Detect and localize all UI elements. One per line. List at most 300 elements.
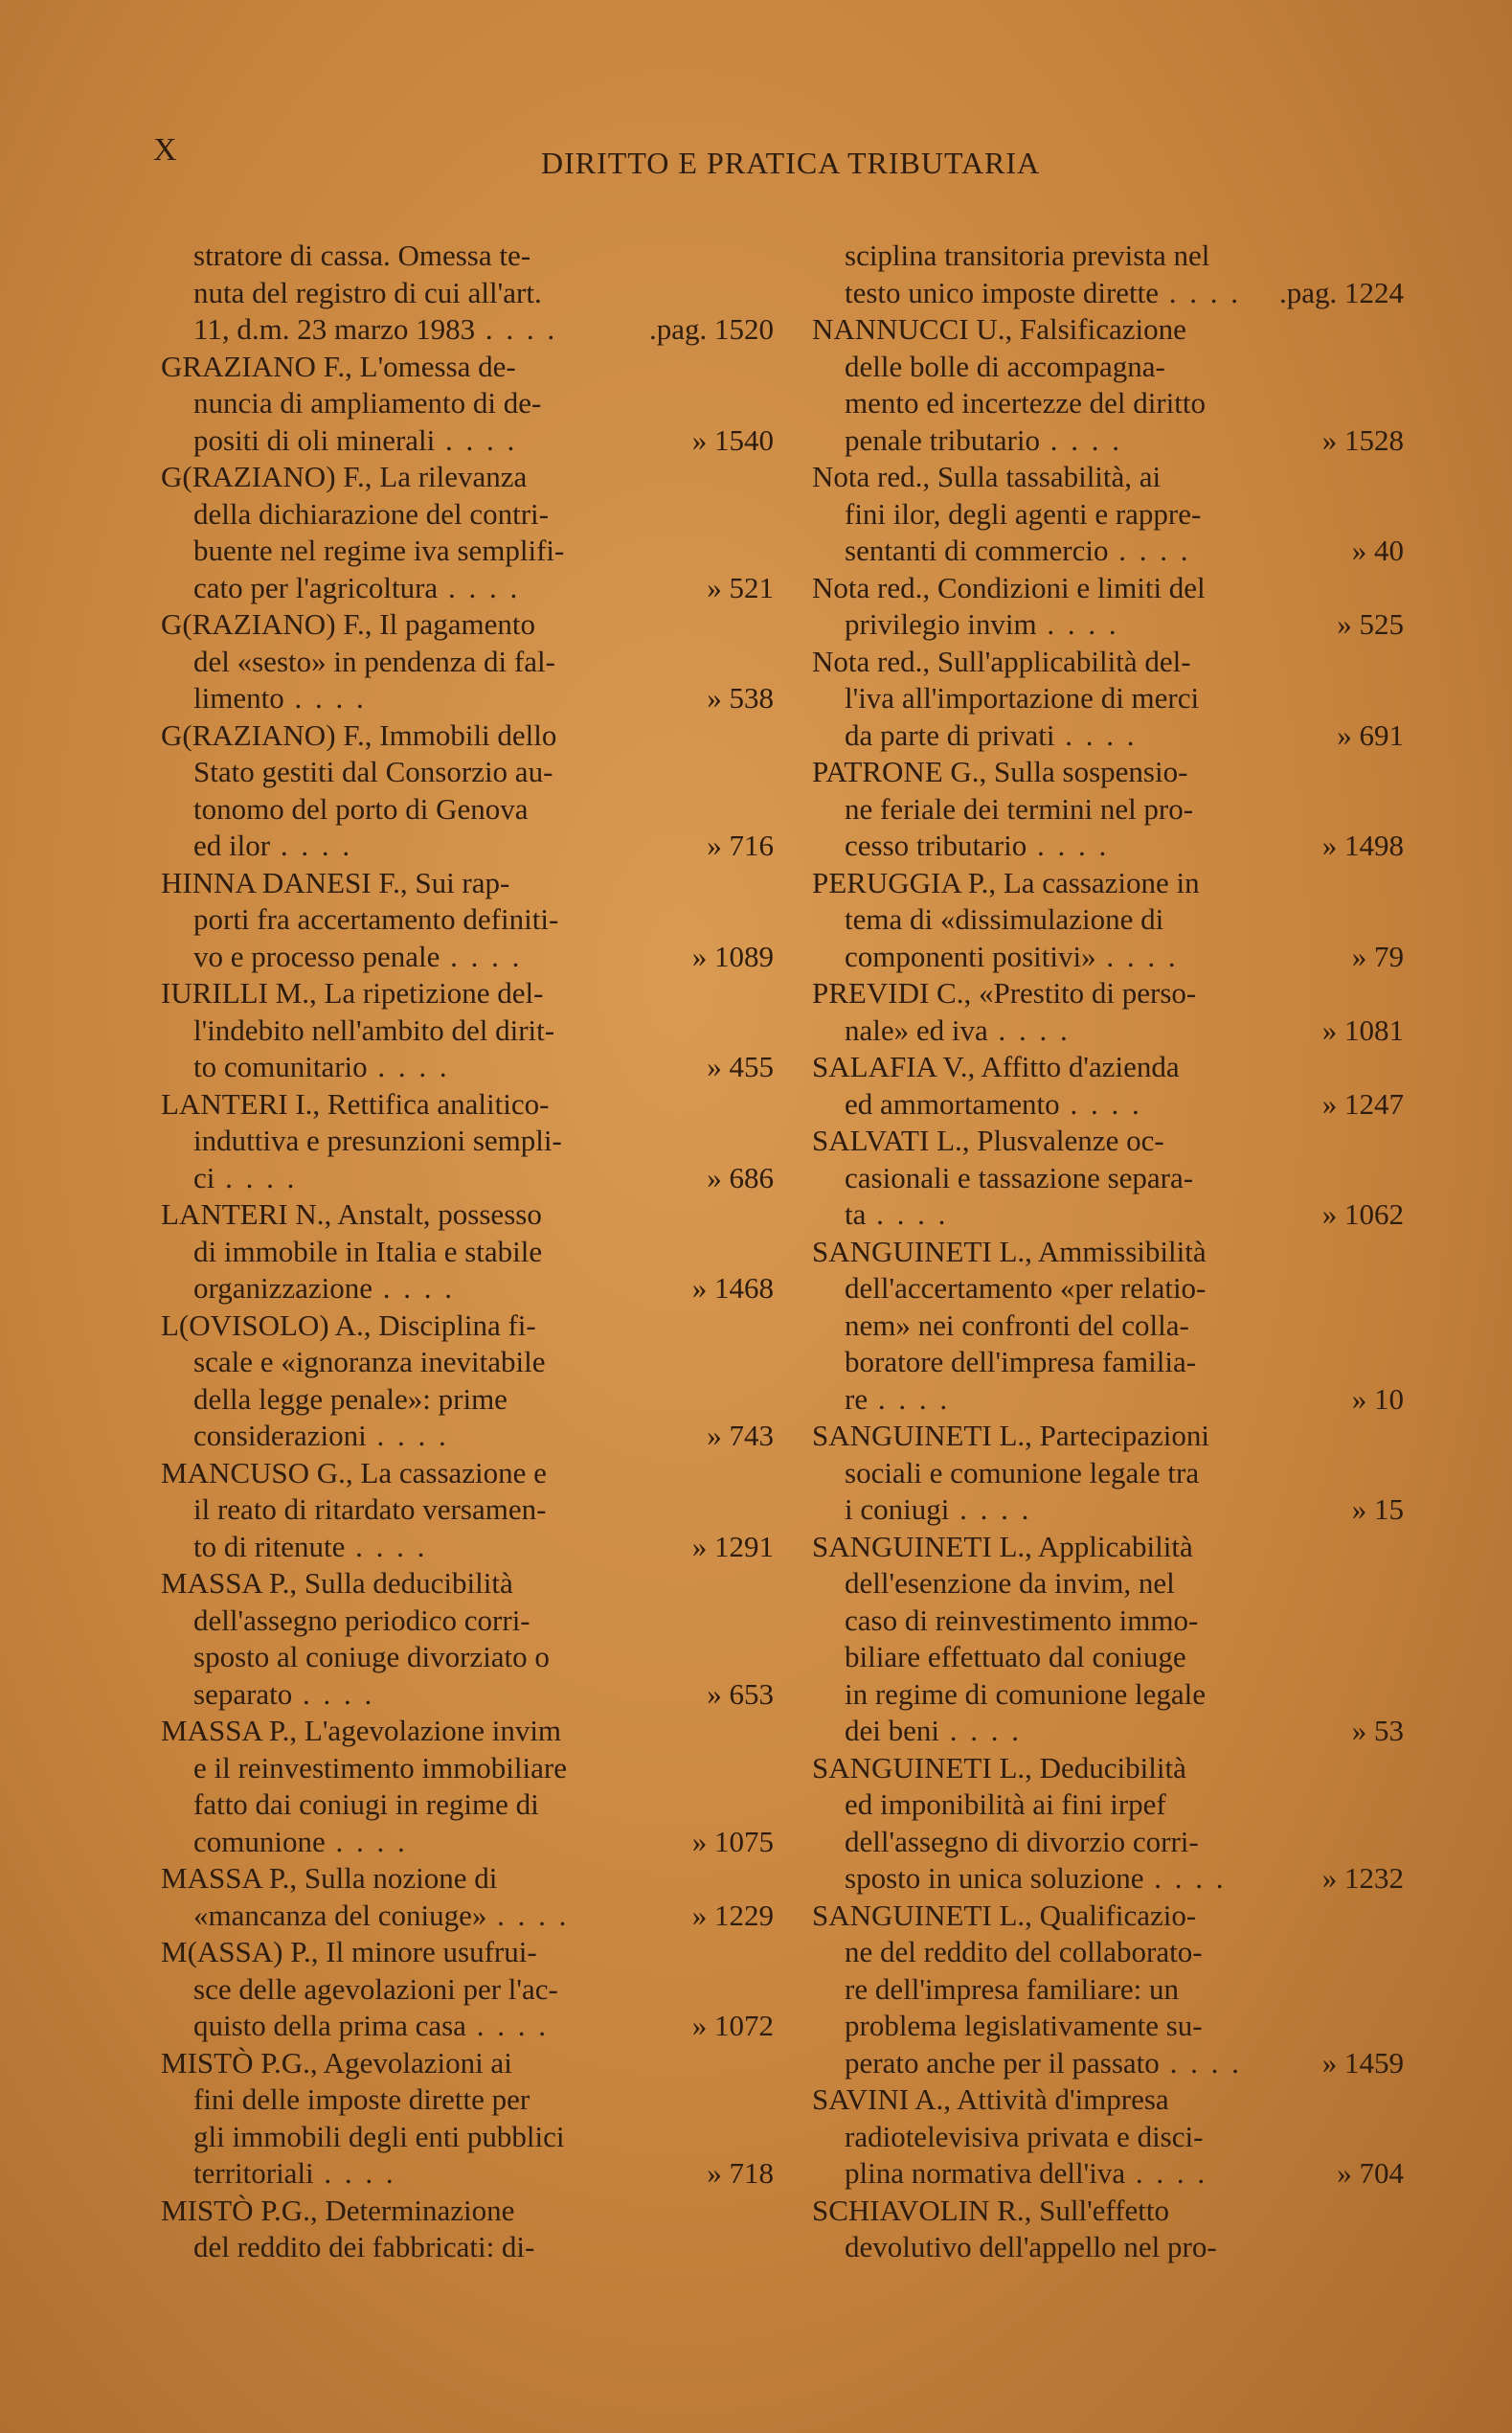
entry-text: tonomo del porto di Genova xyxy=(193,791,529,826)
entry-line xyxy=(812,570,1404,607)
index-entry xyxy=(812,644,1404,755)
entry-text: nale» ed iva xyxy=(845,1012,988,1047)
entry-line xyxy=(161,1455,774,1492)
entry-text: Nota red., Condizioni e limiti del xyxy=(812,570,1206,604)
entry-text: fini delle imposte dirette per xyxy=(193,2082,530,2116)
entry-text: il reato di ritardato versamen- xyxy=(193,1492,547,1526)
entry-text: MASSA P., Sulla deducibilità xyxy=(161,1566,513,1600)
entry-line xyxy=(812,1934,1404,1971)
entry-line xyxy=(812,717,1404,755)
entry-text: ne feriale dei termini nel pro- xyxy=(845,791,1194,826)
page-reference: » 691 xyxy=(1337,717,1404,752)
page-reference: » 455 xyxy=(707,1050,774,1083)
entry-line xyxy=(161,1676,774,1714)
entry-line xyxy=(161,570,774,607)
entry-text: da parte di privati xyxy=(845,717,1055,752)
page-reference: » 521 xyxy=(707,570,774,604)
entry-line xyxy=(812,1307,1404,1345)
entry-text: dell'accertamento «per relatio- xyxy=(845,1271,1207,1305)
entry-text: nuncia di ampliamento di de- xyxy=(193,386,542,420)
entry-line xyxy=(161,2155,774,2193)
index-entry xyxy=(812,1750,1404,1898)
entry-line xyxy=(812,1860,1404,1898)
entry-text: «mancanza del coniuge» xyxy=(193,1898,487,1932)
dot-leader: . . . . xyxy=(345,1529,428,1563)
entry-text: componenti positivi» xyxy=(845,939,1096,973)
entry-line xyxy=(161,1123,774,1160)
entry-text: e il reinvestimento immobiliare xyxy=(193,1750,567,1785)
page-reference: » 538 xyxy=(707,681,774,715)
entry-line xyxy=(161,533,774,570)
entry-text: G(RAZIANO) F., La rilevanza xyxy=(161,460,528,493)
entry-line xyxy=(161,1086,774,1124)
entry-line xyxy=(161,1381,774,1419)
entry-line xyxy=(812,1971,1404,2009)
dot-leader: . . . . xyxy=(1054,717,1138,752)
dot-leader: . . . . xyxy=(1027,829,1110,862)
entry-text: SAVINI A., Attività d'impresa xyxy=(812,2082,1169,2116)
entry-line xyxy=(161,644,774,681)
entry-text: scale e «ignoranza inevitabile xyxy=(193,1345,546,1378)
entry-line xyxy=(161,901,774,939)
page-reference: » 1075 xyxy=(691,1824,774,1858)
entry-line xyxy=(812,1049,1404,1086)
entry-text: 11, d.m. 23 marzo 1983 xyxy=(193,312,476,346)
index-entry xyxy=(161,865,774,976)
entry-line xyxy=(812,1234,1404,1271)
dot-leader: . . . . xyxy=(292,1676,375,1711)
entry-text: SANGUINETI L., Deducibilità xyxy=(812,1750,1186,1785)
entry-line xyxy=(812,865,1404,902)
entry-text: comunione xyxy=(193,1824,326,1858)
entry-line xyxy=(161,865,774,902)
index-entry xyxy=(812,2193,1404,2266)
index-entry xyxy=(161,2045,774,2193)
entry-text: ed ilor xyxy=(193,829,271,862)
entry-text: ne del reddito del collaborato- xyxy=(845,1935,1203,1968)
entry-line xyxy=(812,2119,1404,2156)
entry-text: i coniugi xyxy=(845,1492,950,1526)
entry-line xyxy=(812,606,1404,644)
entry-line xyxy=(161,1971,774,2009)
entry-text: dei beni xyxy=(845,1714,939,1747)
entry-line xyxy=(812,2045,1404,2082)
entry-text: MISTÒ P.G., Determinazione xyxy=(161,2193,515,2227)
entry-text: NANNUCCI U., Falsificazione xyxy=(812,312,1186,346)
entry-text: MASSA P., L'agevolazione invim xyxy=(161,1714,562,1747)
entry-line xyxy=(161,606,774,644)
index-entry xyxy=(812,459,1404,570)
dot-leader: . . . . xyxy=(1059,1086,1142,1121)
entry-line xyxy=(161,1565,774,1603)
entry-line xyxy=(812,644,1404,681)
entry-line xyxy=(161,1344,774,1381)
dot-leader: . . . . xyxy=(435,422,518,457)
entry-text: SCHIAVOLIN R., Sull'effetto xyxy=(812,2193,1169,2227)
entry-text: sociali e comunione legale tra xyxy=(845,1455,1200,1489)
entry-text: G(RAZIANO) F., Immobili dello xyxy=(161,717,557,752)
entry-line xyxy=(161,1934,774,1971)
entry-text: organizzazione xyxy=(193,1271,373,1305)
entry-line xyxy=(161,1196,774,1234)
entry-text: cesso tributario xyxy=(845,829,1027,862)
page-reference: » 686 xyxy=(707,1160,774,1194)
entry-text: del «sesto» in pendenza di fal- xyxy=(193,644,555,678)
entry-line xyxy=(812,1012,1404,1050)
entry-text: SALAFIA V., Affitto d'azienda xyxy=(812,1050,1180,1083)
entry-text: GRAZIANO F., L'omessa de- xyxy=(161,349,516,383)
entry-line xyxy=(161,1603,774,1640)
entry-text: del reddito dei fabbricati: di- xyxy=(193,2230,535,2263)
entry-text: problema legislativamente su- xyxy=(845,2009,1203,2042)
entry-text: caso di reinvestimento immo- xyxy=(845,1603,1199,1637)
dot-leader: . . . . xyxy=(366,1419,449,1452)
entry-text: LANTERI I., Rettifica analitico- xyxy=(161,1086,550,1121)
entry-line xyxy=(161,275,774,312)
index-entry xyxy=(812,1898,1404,2082)
entry-text: plina normativa dell'iva xyxy=(845,2156,1126,2190)
entry-line xyxy=(161,385,774,422)
entry-text: LANTERI N., Anstalt, possesso xyxy=(161,1197,542,1231)
entry-line xyxy=(161,238,774,275)
entry-text: vo e processo penale xyxy=(193,939,440,973)
entry-text: Stato gestiti dal Consorzio au- xyxy=(193,755,553,788)
index-entry xyxy=(161,717,774,865)
page-reference: » 1081 xyxy=(1321,1012,1404,1047)
dot-leader: . . . . xyxy=(939,1714,1022,1747)
entry-text: privilegio invim xyxy=(845,607,1037,641)
entry-text: penale tributario xyxy=(845,422,1040,457)
dot-leader: . . . . xyxy=(367,1050,450,1083)
index-column-right xyxy=(812,238,1404,2266)
page-reference: » 1229 xyxy=(691,1898,774,1932)
entry-line xyxy=(812,1824,1404,1861)
entry-line xyxy=(812,311,1404,349)
entry-line xyxy=(812,754,1404,791)
entry-text: sce delle agevolazioni per l'ac- xyxy=(193,1971,558,2006)
entry-line xyxy=(161,1049,774,1086)
index-entry xyxy=(812,2081,1404,2193)
entry-line xyxy=(812,2229,1404,2266)
entry-text: mento ed incertezze del diritto xyxy=(845,386,1206,420)
page-reference: » 1528 xyxy=(1321,422,1404,457)
entry-line xyxy=(161,1713,774,1750)
entry-line xyxy=(161,1012,774,1050)
dot-leader: . . . . xyxy=(475,312,558,346)
dot-leader: . . . . xyxy=(438,570,521,604)
entry-line xyxy=(812,1603,1404,1640)
entry-text: nem» nei confronti del colla- xyxy=(845,1307,1189,1342)
entry-line xyxy=(161,2119,774,2156)
entry-text: ed ammortamento xyxy=(845,1086,1060,1121)
dot-leader: . . . . xyxy=(1036,607,1119,641)
entry-text: fatto dai coniugi in regime di xyxy=(193,1787,539,1821)
entry-text: MISTÒ P.G., Agevolazioni ai xyxy=(161,2045,512,2080)
page-reference: » 704 xyxy=(1337,2156,1404,2190)
entry-text: separato xyxy=(193,1676,293,1711)
entry-text: induttiva e presunzioni sempli- xyxy=(193,1124,562,1157)
entry-line xyxy=(812,791,1404,829)
entry-line xyxy=(812,680,1404,717)
page-reference: » 1232 xyxy=(1321,1861,1404,1895)
entry-line xyxy=(161,1860,774,1898)
entry-line xyxy=(161,1639,774,1676)
entry-text: to di ritenute xyxy=(193,1529,346,1563)
entry-line xyxy=(161,791,774,829)
entry-line xyxy=(812,459,1404,496)
dot-leader: . . . . xyxy=(1125,2156,1208,2190)
entry-line xyxy=(161,496,774,534)
dot-leader: . . . . xyxy=(283,681,367,715)
entry-text: boratore dell'impresa familia- xyxy=(845,1345,1197,1378)
entry-text: nuta del registro di cui all'art. xyxy=(193,275,542,309)
entry-line xyxy=(161,2081,774,2119)
entry-line xyxy=(161,1786,774,1824)
page-reference: » 1062 xyxy=(1321,1197,1404,1231)
entry-text: ta xyxy=(845,1197,867,1231)
entry-text: to comunitario xyxy=(193,1050,368,1083)
page-reference: » 1459 xyxy=(1321,2045,1404,2080)
index-entry xyxy=(812,1529,1404,1750)
entry-text: sentanti di commercio xyxy=(845,534,1109,567)
entry-line xyxy=(812,496,1404,534)
dot-leader: . . . . xyxy=(214,1160,298,1194)
entry-line xyxy=(161,680,774,717)
page-reference: » 653 xyxy=(707,1676,774,1711)
page-reference: » 40 xyxy=(1351,534,1404,567)
entry-line xyxy=(812,2193,1404,2230)
dot-leader: . . . . xyxy=(313,2156,396,2190)
entry-text: MASSA P., Sulla nozione di xyxy=(161,1861,498,1895)
entry-text: MANCUSO G., La cassazione e xyxy=(161,1455,547,1489)
entry-text: porti fra accertamento definiti- xyxy=(193,902,559,936)
entry-line xyxy=(161,459,774,496)
entry-line xyxy=(812,2155,1404,2193)
entry-text: dell'esenzione da invim, nel xyxy=(845,1566,1175,1600)
entry-text: Nota red., Sulla tassabilità, ai xyxy=(812,460,1162,493)
entry-text: territoriali xyxy=(193,2156,314,2190)
index-entry xyxy=(812,238,1404,311)
entry-line xyxy=(161,311,774,349)
entry-text: l'iva all'importazione di merci xyxy=(845,681,1200,715)
entry-text: HINNA DANESI F., Sui rap- xyxy=(161,865,510,899)
entry-line xyxy=(161,422,774,460)
index-entry xyxy=(812,1234,1404,1419)
entry-line xyxy=(812,1713,1404,1750)
entry-line xyxy=(161,2229,774,2266)
entry-text: della legge penale»: prime xyxy=(193,1381,508,1416)
entry-text: ci xyxy=(193,1160,215,1194)
entry-text: biliare effettuato dal coniuge xyxy=(845,1640,1186,1673)
entry-line xyxy=(812,1898,1404,1935)
index-entry xyxy=(812,570,1404,644)
entry-line xyxy=(812,1381,1404,1419)
entry-line xyxy=(812,1676,1404,1714)
entry-line xyxy=(812,1565,1404,1603)
index-entry xyxy=(812,1123,1404,1234)
entry-text: della dichiarazione del contri- xyxy=(193,496,549,531)
entry-line xyxy=(161,975,774,1012)
entry-line xyxy=(812,349,1404,386)
entry-line xyxy=(812,939,1404,976)
dot-leader: . . . . xyxy=(465,2009,549,2042)
entry-text: dell'assegno periodico corri- xyxy=(193,1603,530,1637)
page-number: X xyxy=(153,132,177,168)
page-reference: .pag. 1224 xyxy=(1278,275,1404,309)
entry-text: dell'assegno di divorzio corri- xyxy=(845,1824,1199,1858)
dot-leader: . . . . xyxy=(372,1271,456,1305)
entry-line xyxy=(161,828,774,865)
dot-leader: . . . . xyxy=(949,1492,1032,1526)
page-reference: » 1089 xyxy=(691,939,774,973)
index-entry xyxy=(161,1196,774,1307)
page-reference: » 718 xyxy=(707,2156,774,2190)
index-entry xyxy=(161,606,774,717)
index-entry xyxy=(161,1455,774,1566)
entry-line xyxy=(812,1455,1404,1492)
entry-line xyxy=(812,533,1404,570)
entry-text: ed imponibilità ai fini irpef xyxy=(845,1787,1166,1821)
dot-leader: . . . . xyxy=(1159,275,1242,309)
page-reference: » 1072 xyxy=(691,2009,774,2042)
entry-line xyxy=(812,1196,1404,1234)
entry-line xyxy=(161,754,774,791)
entry-text: devolutivo dell'appello nel pro- xyxy=(845,2230,1217,2263)
entry-text: l'indebito nell'ambito del dirit- xyxy=(193,1012,555,1047)
entry-line xyxy=(812,1491,1404,1529)
entry-text: PREVIDI C., «Prestito di perso- xyxy=(812,976,1197,1010)
dot-leader: . . . . xyxy=(1040,422,1122,457)
dot-leader: . . . . xyxy=(868,1381,951,1416)
entry-line xyxy=(812,1750,1404,1787)
entry-line xyxy=(161,2008,774,2045)
entry-text: re dell'impresa familiare: un xyxy=(845,1971,1180,2006)
index-entry xyxy=(812,1418,1404,1529)
entry-text: delle bolle di accompagna- xyxy=(845,349,1165,383)
entry-line xyxy=(812,2008,1404,2045)
page-reference: » 1540 xyxy=(691,422,774,457)
entry-text: in regime di comunione legale xyxy=(845,1676,1207,1711)
dot-leader: . . . . xyxy=(1143,1861,1227,1895)
index-entry xyxy=(812,975,1404,1049)
entry-text: M(ASSA) P., Il minore usufrui- xyxy=(161,1935,537,1968)
entry-line xyxy=(812,275,1404,312)
entry-line xyxy=(812,1529,1404,1566)
entry-text: SANGUINETI L., Partecipazioni xyxy=(812,1419,1209,1452)
entry-line xyxy=(161,1529,774,1566)
entry-line xyxy=(812,901,1404,939)
entry-text: stratore di cassa. Omessa te- xyxy=(193,239,531,272)
entry-line xyxy=(812,1270,1404,1307)
entry-line xyxy=(161,1898,774,1935)
entry-line xyxy=(812,1086,1404,1124)
entry-line xyxy=(161,717,774,755)
entry-text: PATRONE G., Sulla sospensio- xyxy=(812,755,1188,788)
entry-text: casionali e tassazione separa- xyxy=(845,1160,1194,1194)
entry-text: di immobile in Italia e stabile xyxy=(193,1234,543,1268)
page-reference: » 10 xyxy=(1351,1381,1404,1416)
entry-text: gli immobili degli enti pubblici xyxy=(193,2119,565,2153)
entry-text: sciplina transitoria prevista nel xyxy=(845,239,1210,272)
dot-leader: . . . . xyxy=(486,1898,570,1932)
page-reference: » 716 xyxy=(707,829,774,862)
entry-text: testo unico imposte dirette xyxy=(845,275,1160,309)
entry-line xyxy=(161,1750,774,1787)
running-title: DIRITTO E PRATICA TRIBUTARIA xyxy=(541,146,1041,180)
entry-line xyxy=(812,385,1404,422)
entry-line xyxy=(161,1418,774,1455)
page-reference: » 525 xyxy=(1337,607,1404,641)
index-entry xyxy=(812,865,1404,976)
entry-text: perato anche per il passato xyxy=(845,2045,1160,2080)
entry-line xyxy=(812,238,1404,275)
entry-line xyxy=(161,2045,774,2082)
dot-leader: . . . . xyxy=(1159,2045,1242,2080)
dot-leader: . . . . xyxy=(1095,939,1179,973)
entry-text: quisto della prima casa xyxy=(193,2009,466,2042)
page-reference: » 1247 xyxy=(1321,1086,1404,1121)
entry-text: positi di oli minerali xyxy=(193,422,436,457)
page-reference: » 1291 xyxy=(691,1529,774,1563)
page-reference: » 743 xyxy=(707,1419,774,1452)
entry-text: sposto al coniuge divorziato o xyxy=(193,1640,550,1673)
entry-line xyxy=(161,349,774,386)
index-column-left xyxy=(161,238,774,2266)
entry-text: buente nel regime iva semplifi- xyxy=(193,534,565,567)
index-entry xyxy=(812,311,1404,459)
entry-line xyxy=(812,1123,1404,1160)
dot-leader: . . . . xyxy=(866,1197,949,1231)
entry-text: SANGUINETI L., Applicabilità xyxy=(812,1529,1193,1563)
entry-line xyxy=(161,939,774,976)
entry-text: fini ilor, degli agenti e rappre- xyxy=(845,496,1202,531)
page-reference: » 1468 xyxy=(691,1271,774,1305)
entry-text: L(OVISOLO) A., Disciplina fi- xyxy=(161,1307,536,1342)
entry-line xyxy=(812,2081,1404,2119)
index-entry xyxy=(161,1934,774,2045)
page-reference: » 53 xyxy=(1351,1714,1404,1747)
index-entry xyxy=(161,1713,774,1860)
index-entry xyxy=(161,1086,774,1197)
dot-leader: . . . . xyxy=(440,939,523,973)
dot-leader: . . . . xyxy=(987,1012,1071,1047)
index-entry xyxy=(812,1049,1404,1123)
index-entry xyxy=(161,349,774,460)
index-entry xyxy=(161,1307,774,1455)
entry-line xyxy=(161,1270,774,1307)
entry-text: cato per l'agricoltura xyxy=(193,570,439,604)
entry-text: radiotelevisiva privata e disci- xyxy=(845,2119,1204,2153)
entry-text: IURILLI M., La ripetizione del- xyxy=(161,976,544,1010)
entry-text: considerazioni xyxy=(193,1419,367,1452)
entry-text: PERUGGIA P., La cassazione in xyxy=(812,865,1200,899)
entry-line xyxy=(812,422,1404,460)
index-entry xyxy=(812,754,1404,865)
entry-text: limento xyxy=(193,681,284,715)
page-reference: .pag. 1520 xyxy=(648,312,774,346)
index-entry xyxy=(161,2193,774,2266)
index-entry xyxy=(161,1860,774,1934)
entry-line xyxy=(812,1418,1404,1455)
entry-line xyxy=(812,975,1404,1012)
entry-text: tema di «dissimulazione di xyxy=(845,902,1164,936)
entry-line xyxy=(812,1786,1404,1824)
entry-text: Nota red., Sull'applicabilità del- xyxy=(812,644,1191,678)
index-entry xyxy=(161,238,774,349)
page-reference: » 1498 xyxy=(1321,829,1404,862)
entry-text: re xyxy=(845,1381,869,1416)
page-reference: » 79 xyxy=(1351,939,1404,973)
